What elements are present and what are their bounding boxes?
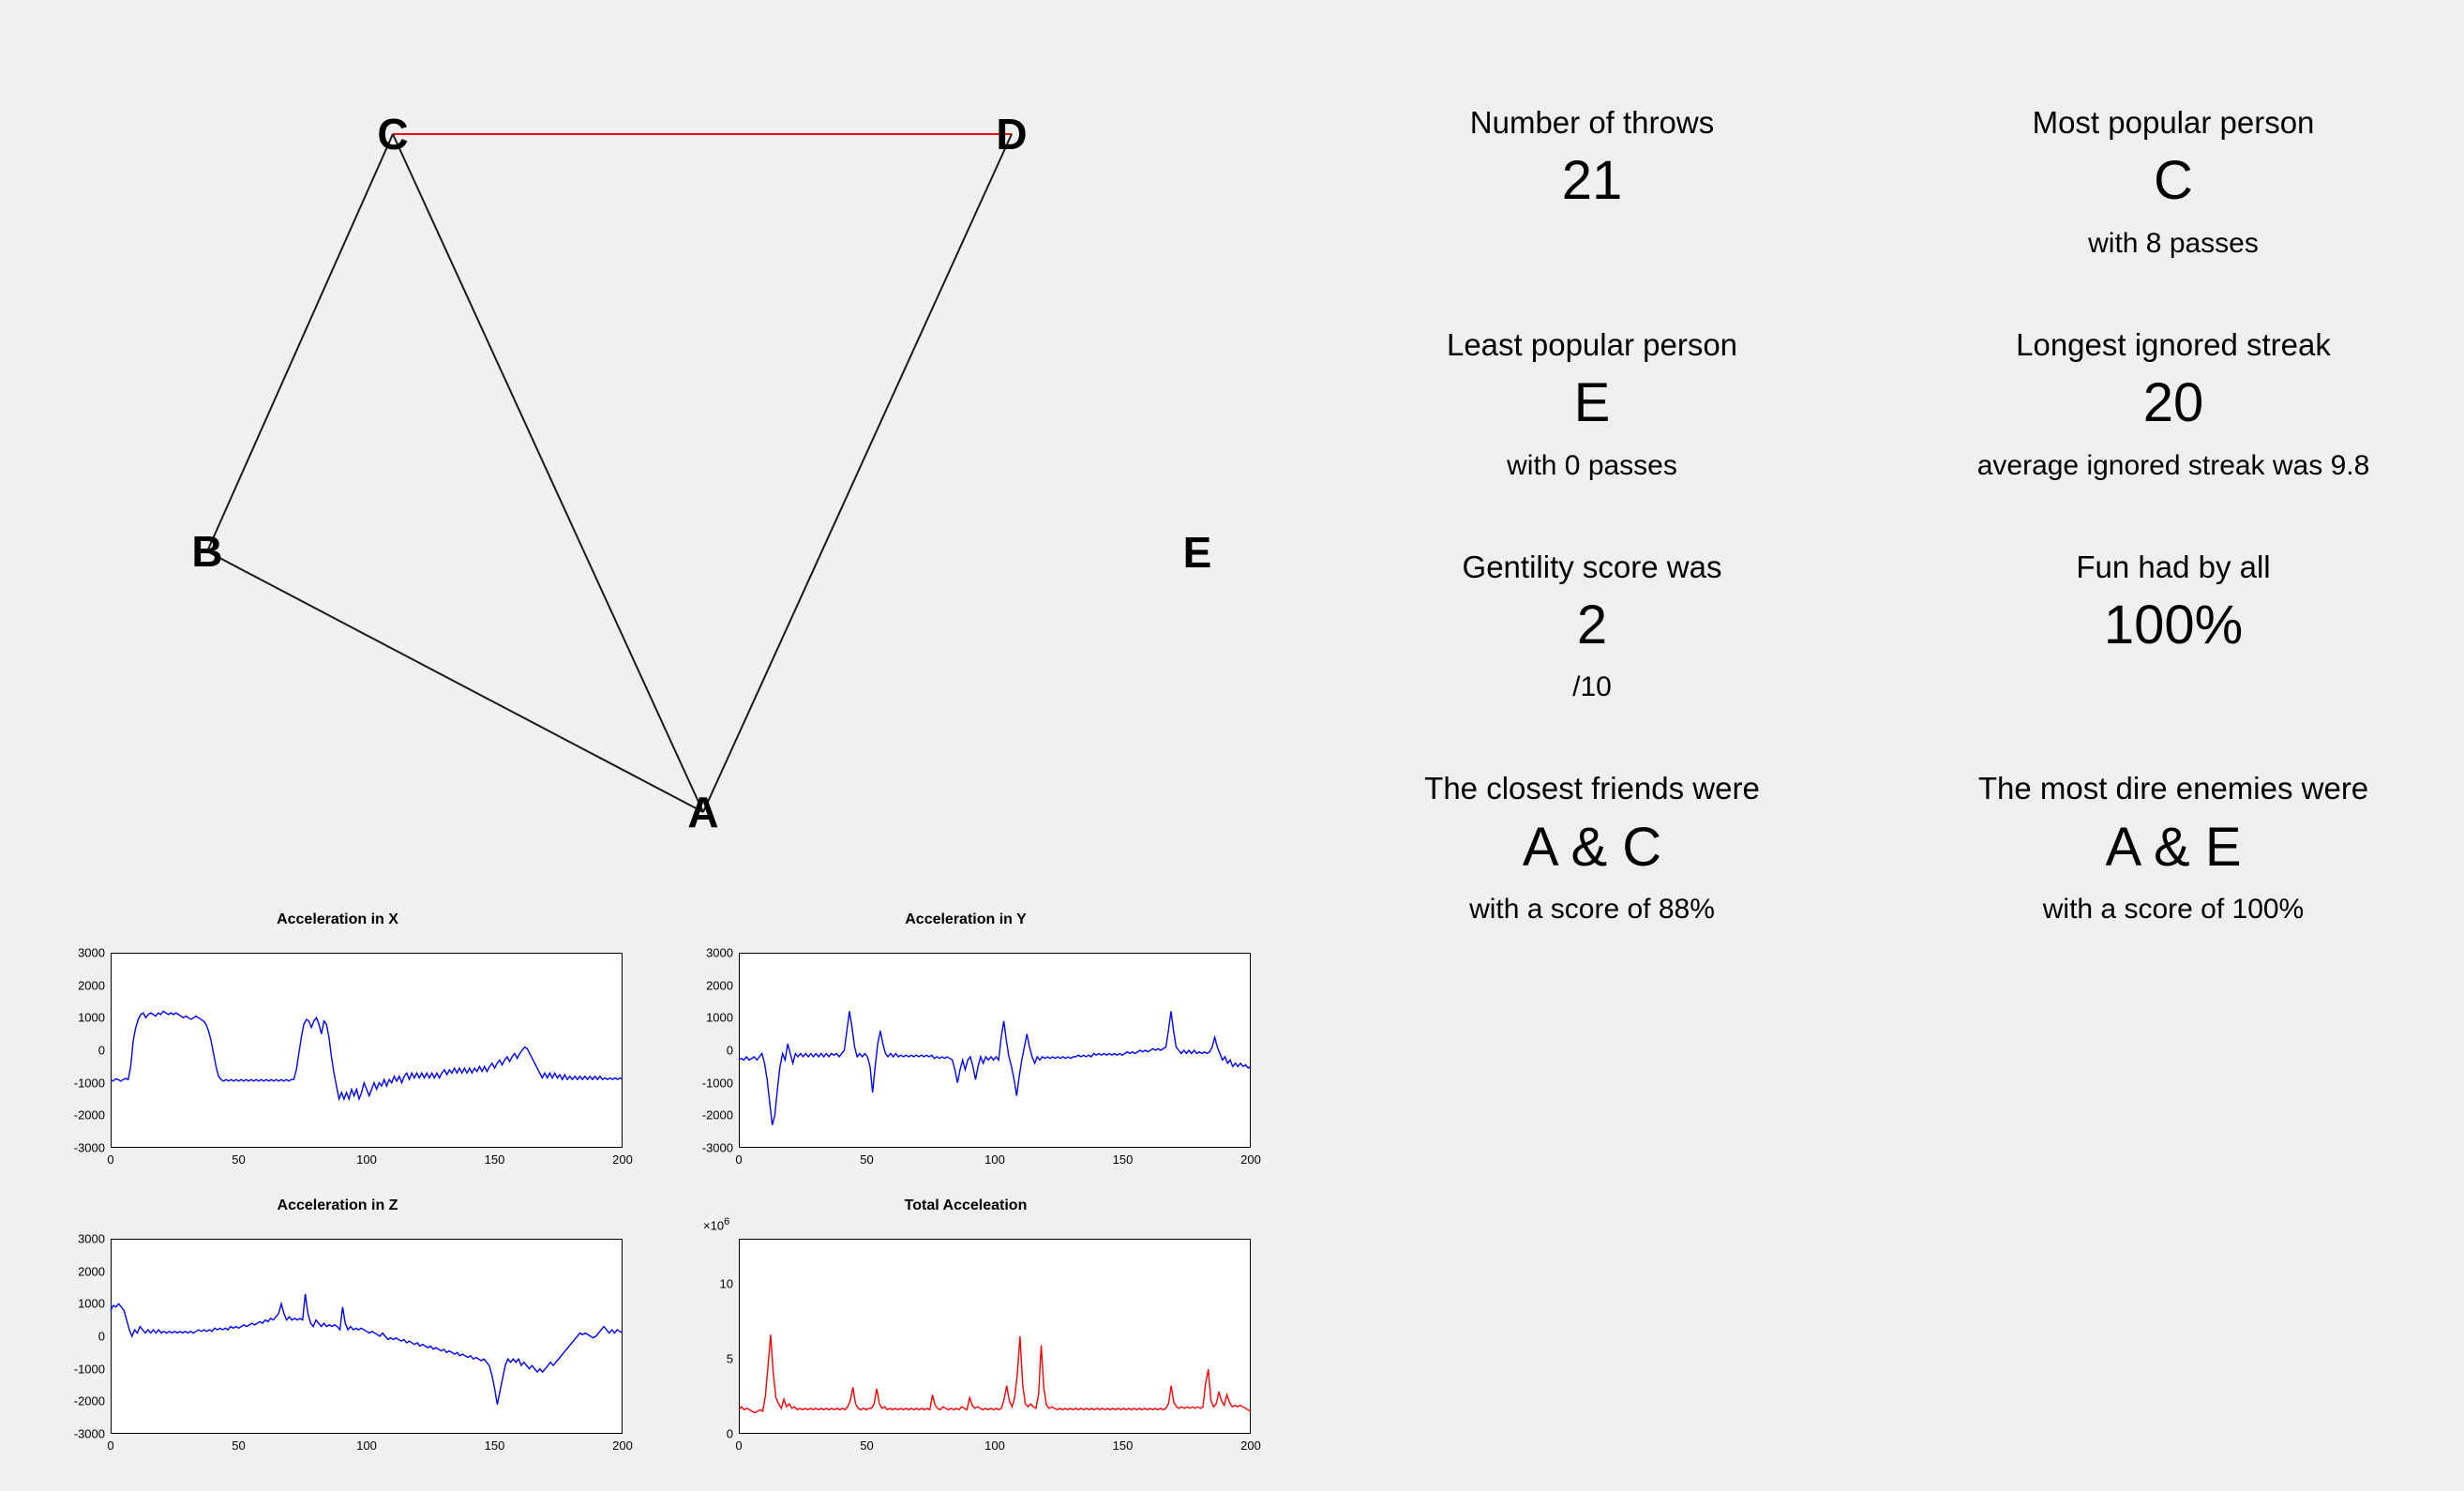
plot-acceleration-y [666,910,1266,1191]
graph-edge-d-a [703,134,1012,812]
stat-sub: with 8 passes [2088,227,2259,259]
plot-trace [739,1239,1251,1434]
plot-ytick: -1000 [73,1076,105,1091]
plot-xtick: 50 [232,1438,246,1453]
plot-xtick: 100 [356,1152,377,1167]
stat-value: A & E [2105,816,2242,878]
plot-xtick: 200 [1240,1152,1261,1167]
stat-card [1301,103,1883,262]
plot-ytick: 1000 [78,1010,105,1025]
plot-ytick: -2000 [73,1393,105,1408]
plot-ytick: 2000 [78,1264,105,1279]
plot-xtick: 50 [232,1152,246,1167]
stat-value: 21 [1561,150,1623,212]
plot-ytick: 3000 [78,945,105,960]
plot-ytick: 1000 [706,1010,733,1025]
plot-axes [73,1231,633,1453]
plot-ytick: 0 [726,1426,733,1441]
plot-series-line [111,1294,623,1405]
stat-label: Number of throws [1469,105,1715,140]
plot-xtick: 50 [860,1438,874,1453]
plot-xtick: 150 [1112,1152,1134,1167]
stat-card [1883,548,2464,706]
plot-xtick: 0 [107,1152,114,1167]
graph-edge-b-a [207,551,703,812]
stat-label: Least popular person [1446,326,1738,362]
plot-acceleration-x [38,910,638,1191]
plot-ytick: -1000 [73,1362,105,1377]
plot-total-acceleration [666,1196,1266,1477]
stat-card [1301,325,1883,484]
plot-title: Acceleration in Z [277,1197,398,1213]
plot-xtick: 200 [612,1438,633,1453]
stat-card [1883,769,2464,927]
stat-sub: /10 [1572,671,1612,703]
graph-node-b: B [191,527,223,576]
stat-label: Fun had by all [2076,549,2271,584]
pass-network-svg [0,0,1301,900]
plot-axes [701,945,1261,1167]
plot-ytick: -3000 [73,1140,105,1155]
plot-series-line [739,1011,1251,1124]
plot-ytick: 1000 [78,1296,105,1311]
graph-node-c: C [377,110,409,158]
plot-xtick: 200 [612,1152,633,1167]
stat-label: Longest ignored streak [2016,326,2331,362]
stat-sub: with 0 passes [1507,449,1677,481]
plot-title: Total Acceleation [904,1197,1028,1213]
stat-value: 100% [2103,594,2244,655]
plot-exponent-label [703,1216,729,1232]
graph-edge-c-b [207,134,393,551]
plot-ytick: -2000 [701,1107,733,1122]
graph-edge-c-a [393,134,703,812]
plot-ytick: 0 [98,1043,105,1058]
graph-node-d: D [996,110,1028,158]
stat-sub: with a score of 88% [1469,894,1715,925]
stat-label: Most popular person [2032,105,2315,140]
plot-xtick: 100 [356,1438,377,1453]
plot-trace [111,953,623,1148]
stat-value: C [2154,150,2193,212]
plot-ytick: 3000 [706,945,733,960]
plot-series-line [111,1011,623,1099]
stat-value: 20 [2142,372,2204,433]
plot-axes [719,1239,1261,1453]
plot-xtick: 50 [860,1152,874,1167]
stat-value: E [1573,372,1611,433]
plot-xtick: 200 [1240,1438,1261,1453]
plot-ytick: 2000 [78,978,105,993]
graph-node-e: E [1182,528,1212,577]
plot-xtick: 150 [484,1152,505,1167]
stat-sub: with a score of 100% [2042,894,2305,925]
acceleration-subplots [0,900,1301,1491]
graph-node-a: A [687,788,719,836]
plot-ytick: 2000 [706,978,733,993]
plot-axes [73,945,633,1167]
plot-xtick: 0 [735,1438,743,1453]
plot-acceleration-z [38,1196,638,1477]
plot-xtick: 0 [735,1152,743,1167]
plot-ytick: 3000 [78,1231,105,1246]
plot-trace [739,953,1251,1148]
plot-exponent-base: ×10 [703,1218,725,1233]
plot-trace [111,1239,623,1434]
summary-panel [1301,0,2464,1491]
plot-xtick: 100 [984,1438,1005,1453]
stat-label: Gentility score was [1462,549,1722,584]
plot-ytick: 5 [726,1351,733,1366]
plot-ytick: 10 [719,1276,733,1291]
plot-ytick: 0 [98,1329,105,1344]
plot-xtick: 100 [984,1152,1005,1167]
stat-value: A & C [1522,816,1662,878]
pass-network-panel [0,0,1301,900]
stat-value: 2 [1576,594,1608,655]
plot-xtick: 150 [484,1438,505,1453]
edge-layer [207,134,1012,812]
plot-series-line [739,1334,1251,1412]
plot-ytick: -2000 [73,1107,105,1122]
stats-grid [1301,103,2464,927]
plot-title: Acceleration in X [277,911,398,927]
plot-title: Acceleration in Y [905,911,1027,927]
plot-exponent-power: 6 [724,1216,730,1227]
plot-xtick: 150 [1112,1438,1134,1453]
plot-xtick: 0 [107,1438,114,1453]
stat-sub: average ignored streak was 9.8 [1976,449,2370,481]
stat-card [1883,103,2464,262]
plot-ytick: 0 [726,1043,733,1058]
stat-card [1883,325,2464,484]
stat-label: The closest friends were [1424,771,1760,806]
plot-ytick: -1000 [701,1076,733,1091]
plot-ytick: -3000 [73,1426,105,1441]
stat-card [1301,769,1883,927]
stat-label: The most dire enemies were [1977,771,2369,806]
plot-ytick: -3000 [701,1140,733,1155]
stat-card [1301,548,1883,706]
